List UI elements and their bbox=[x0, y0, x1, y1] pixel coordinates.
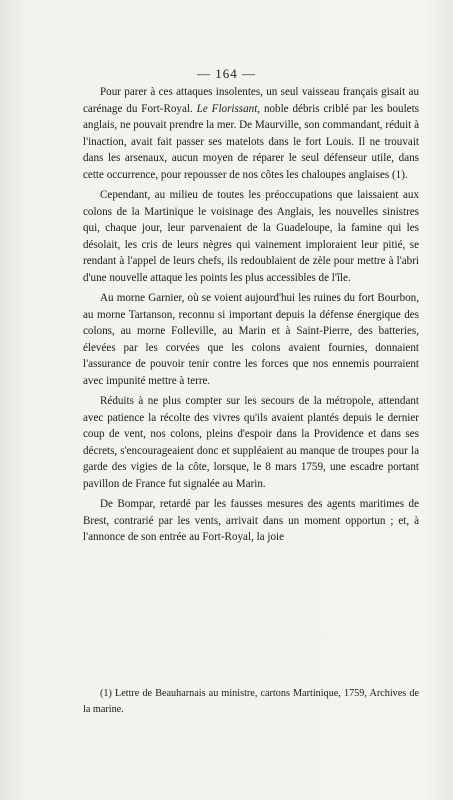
paragraph-1 bbox=[83, 84, 419, 183]
page-number: — 164 — bbox=[197, 66, 256, 81]
footnote: (1) Lettre de Beauharnais au ministre, cartons Martinique, 1759, Archives de la marine. bbox=[83, 688, 419, 715]
paragraph-2: Cependant, au milieu de toutes les préoccupations que laissaient aux colons de la Martinique le voisinage des Anglais, les nouvelles sinistres qui, chaque jour, leur parvenaient de la Guadeloupe, la famine qui les désolait, les cris de leurs nègres qui vainement imploraient leur pitié, se rendant à l'appel de leurs chefs, ils redoublaient de zèle pour mettre à l'abri d'une nouvelle attaque les points les plus accessibles de l'île. bbox=[83, 189, 419, 284]
paragraph-4: Réduits à ne plus compter sur les secours de la métropole, attendant avec patience la récolte des vivres qu'ils avaient plantés depuis le dernier coup de vent, nos colons, pleins d'espoir dans la Providence et dans ses décrets, s'encourageaient donc et suppléaient au manque de troupes pour la garde des vigies de la côte, lorsque, le 8 mars 1759, une escadre portant pavillon de France fut signalée au Marin. bbox=[83, 395, 419, 490]
ship-name: Le Florissant bbox=[196, 102, 258, 115]
paragraph-5: De Bompar, retardé par les fausses mesures des agents maritimes de Brest, contrarié par les vents, arrivait dans un moment opportun ; et, à l'annonce de son entrée au Fort-Royal, la joie bbox=[83, 498, 419, 543]
paragraph-1-end: , noble débris criblé par les boulets anglais, ne pouvait prendre la mer. De Maurville, son commandant, réduit à l'inaction, avait fait passer ses matelots dans le fort Louis. Il ne trouvait dans les arsenaux, aucun moyen de réparer le seul défenseur utile, dans cette occurrence, pour repousser de nos côtes les chaloupes anglaises (1). bbox=[83, 102, 419, 181]
paragraph-1-start: Pour parer à ces attaques insolentes, un seul vaisseau français gisait au carénage du Fort-Royal. bbox=[83, 86, 419, 115]
paragraph-3: Au morne Garnier, où se voient aujourd'hui les ruines du fort Bourbon, au morne Tartanson, reconnu si important depuis la défense énergique des colons, au morne Folleville, au Marin et à Saint-Pierre, des batteries, élevées par les corvées que les colons avaient fournies, donnaient l'assurance de pouvoir tenir contre les forces que nos ennemis pourraient avec impunité mettre à terre. bbox=[83, 292, 419, 387]
body-text bbox=[83, 84, 419, 550]
